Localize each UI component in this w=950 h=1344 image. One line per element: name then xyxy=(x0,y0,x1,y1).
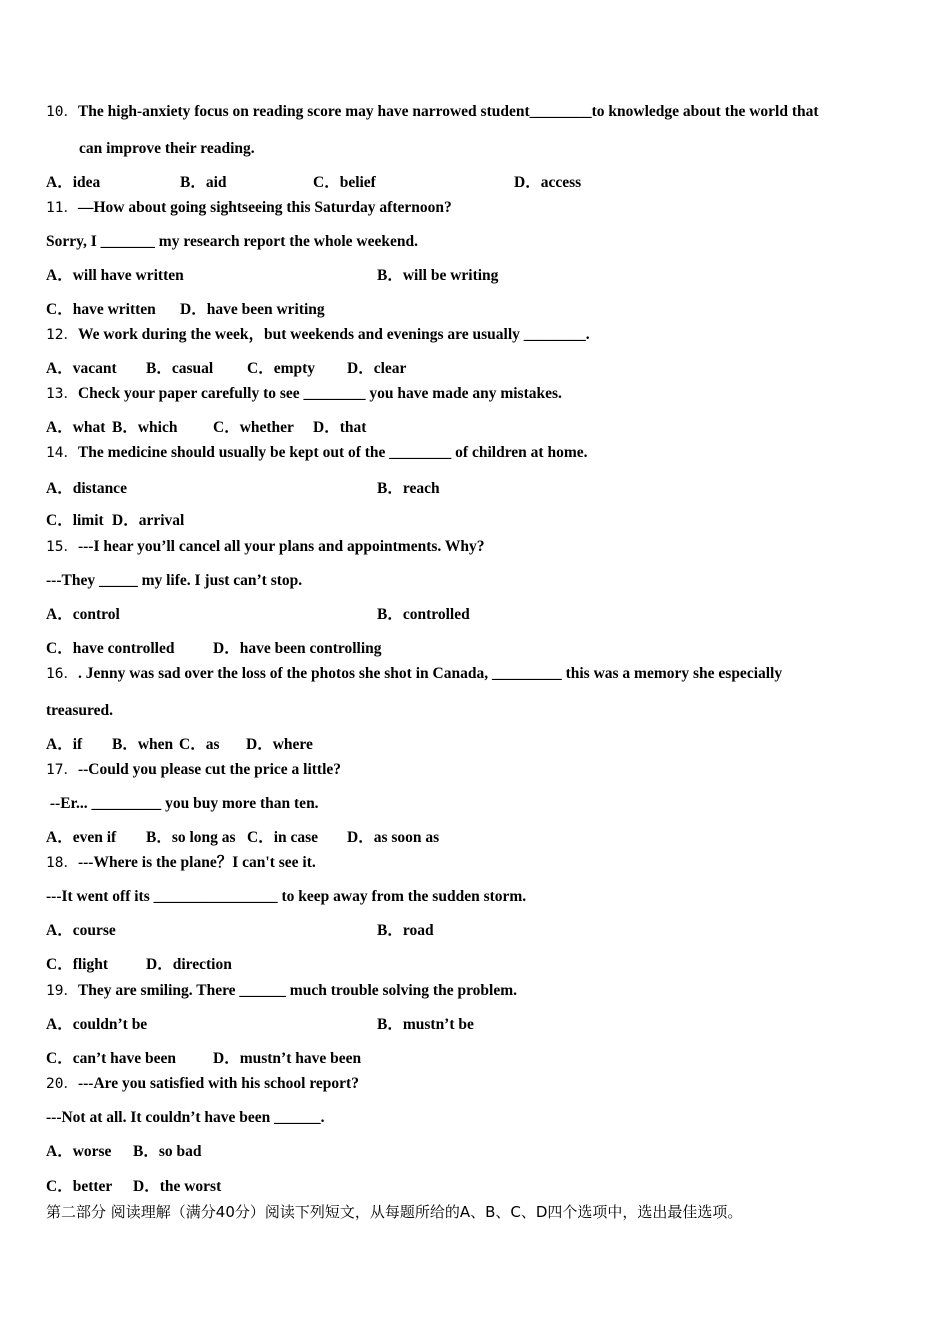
option-c: C．have controlled xyxy=(46,640,175,657)
option-c: C．better xyxy=(46,1178,113,1195)
section-2-heading: 第二部分 阅读理解（满分40分）阅读下列短文，从每题所给的A、B、C、D四个选项中，选出最佳选项。 xyxy=(46,1203,743,1221)
question-13 xyxy=(46,384,562,404)
option-a: A．will have written xyxy=(46,267,184,284)
option-b: B．aid xyxy=(180,174,227,191)
option-b: B．when xyxy=(112,736,174,753)
question-stem: --Could you please cut the price a little? xyxy=(77,761,342,778)
option-b: B．road xyxy=(377,922,434,939)
option-d: D．arrival xyxy=(112,512,185,529)
question-number: 17． xyxy=(46,762,78,778)
option-b: B．mustn’t be xyxy=(377,1016,474,1033)
question-18-response: ---It went off its ________________ to keep away from the sudden storm. xyxy=(46,888,527,905)
option-d: D．where xyxy=(246,736,313,753)
option-a: A．even if xyxy=(46,829,117,846)
option-d: D．clear xyxy=(347,360,407,377)
question-stem: The high-anxiety focus on reading score may have narrowed student________to knowledge about the world that xyxy=(77,103,819,120)
option-b: B．so long as xyxy=(146,829,236,846)
question-number: 10． xyxy=(46,104,78,120)
option-c: C．flight xyxy=(46,956,109,973)
option-b: B．reach xyxy=(377,480,440,497)
question-17-response: --Er... _________ you buy more than ten. xyxy=(46,795,319,812)
question-number: 13． xyxy=(46,386,78,402)
question-number: 16． xyxy=(46,666,78,682)
question-16 xyxy=(46,664,782,684)
option-a: A．couldn’t be xyxy=(46,1016,148,1033)
option-d: D．the worst xyxy=(133,1178,222,1195)
option-b: B．so bad xyxy=(133,1143,202,1160)
question-number: 18． xyxy=(46,855,78,871)
question-number: 19． xyxy=(46,983,78,999)
option-d: D．as soon as xyxy=(347,829,440,846)
question-10 xyxy=(46,102,819,122)
option-d: D．have been writing xyxy=(180,301,325,318)
question-11-response: Sorry, I _______ my research report the whole weekend. xyxy=(46,233,418,250)
question-16-stem-cont: treasured. xyxy=(46,702,114,719)
option-a: A．if xyxy=(46,736,83,753)
question-11 xyxy=(46,198,452,218)
option-a: A．vacant xyxy=(46,360,117,377)
question-14 xyxy=(46,443,588,463)
option-a: A．what xyxy=(46,419,106,436)
option-c: C．can’t have been xyxy=(46,1050,177,1067)
option-a: A．distance xyxy=(46,480,127,497)
question-stem: —How about going sightseeing this Saturday afternoon? xyxy=(77,199,452,216)
option-c: C．belief xyxy=(313,174,376,191)
option-d: D．direction xyxy=(146,956,232,973)
question-17 xyxy=(46,760,341,780)
question-number: 11． xyxy=(46,200,78,216)
option-b: B．casual xyxy=(146,360,214,377)
option-c: C．whether xyxy=(213,419,294,436)
question-number: 15． xyxy=(46,539,78,555)
question-stem: . Jenny was sad over the loss of the photos she shot in Canada, _________ this was a memory she especially xyxy=(77,665,783,682)
option-d: D．that xyxy=(313,419,367,436)
option-a: A．worse xyxy=(46,1143,112,1160)
option-d: D．access xyxy=(514,174,582,191)
question-12 xyxy=(46,325,590,345)
option-b: B．which xyxy=(112,419,178,436)
question-number: 20． xyxy=(46,1076,78,1092)
option-c: C．in case xyxy=(247,829,319,846)
question-stem: We work during the week，but weekends and evenings are usually ________. xyxy=(77,326,590,343)
question-20-response: ---Not at all. It couldn’t have been ______. xyxy=(46,1109,325,1126)
option-d: D．have been controlling xyxy=(213,640,382,657)
question-18 xyxy=(46,853,316,873)
question-stem: ---I hear you’ll cancel all your plans and appointments. Why? xyxy=(77,538,485,555)
question-15 xyxy=(46,537,484,557)
question-stem: ---Where is the plane？I can't see it. xyxy=(77,854,316,871)
option-c: C．empty xyxy=(247,360,316,377)
option-a: A．idea xyxy=(46,174,101,191)
option-c: C．have written xyxy=(46,301,156,318)
option-b: B．will be writing xyxy=(377,267,499,284)
question-number: 12． xyxy=(46,327,78,343)
question-stem: ---Are you satisfied with his school report? xyxy=(77,1075,359,1092)
question-10-stem-cont: can improve their reading. xyxy=(79,140,255,157)
option-c: C．limit xyxy=(46,512,104,529)
question-stem: Check your paper carefully to see ________ you have made any mistakes. xyxy=(77,385,562,402)
question-19 xyxy=(46,981,517,1001)
question-20 xyxy=(46,1074,359,1094)
option-b: B．controlled xyxy=(377,606,470,623)
option-a: A．control xyxy=(46,606,120,623)
question-stem: They are smiling. There ______ much trouble solving the problem. xyxy=(77,982,518,999)
option-d: D．mustn’t have been xyxy=(213,1050,362,1067)
question-15-response: ---They _____ my life. I just can’t stop. xyxy=(46,572,303,589)
question-stem: The medicine should usually be kept out of the ________ of children at home. xyxy=(77,444,588,461)
option-c: C．as xyxy=(179,736,220,753)
option-a: A．course xyxy=(46,922,116,939)
question-number: 14． xyxy=(46,445,78,461)
